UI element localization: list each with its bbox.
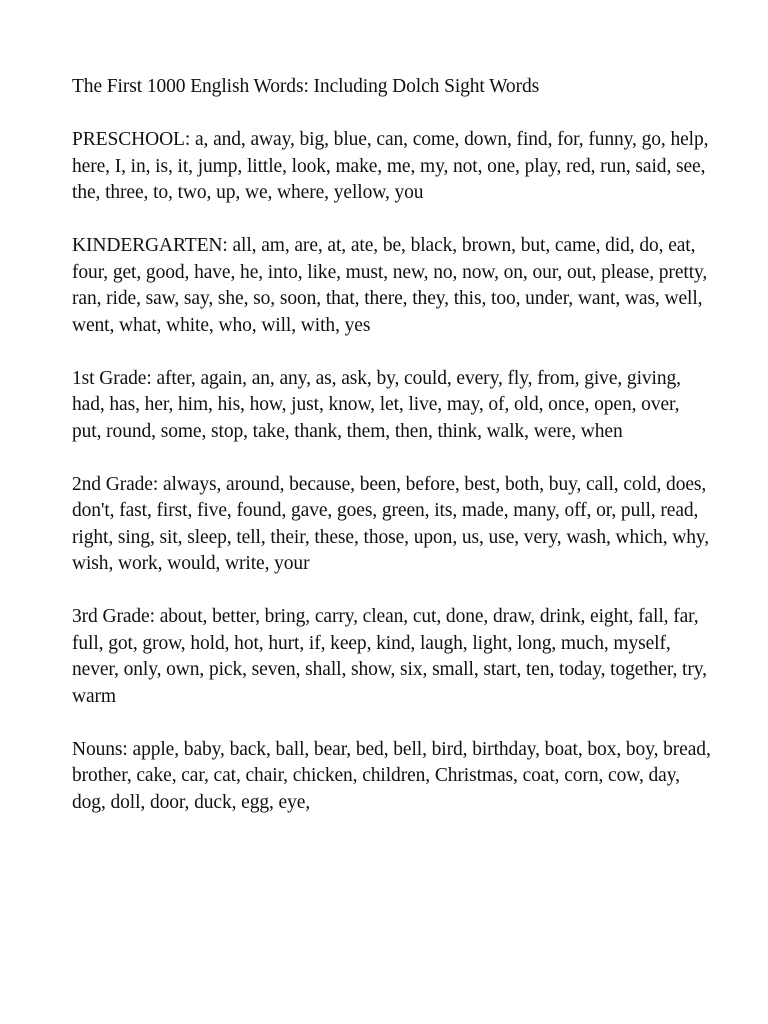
second-grade-word-list: 2nd Grade: always, around, because, been, before, best, both, buy, call, cold, does, don't, fast, first, five, found, gave, goes, green, its, made, many, off, or, pull, read, right, sing, sit, sleep, tell, their, these, those, upon, us, use, very, wash, which, why, wish, work, would, write, your xyxy=(72,473,710,574)
kindergarten-word-list: KINDERGARTEN: all, am, are, at, ate, be, black, brown, but, came, did, do, eat, four, get, good, have, he, into, like, must, new, no, now, on, our, out, please, pretty, ran, ride, saw, say, she, so, soon, that, there, they, this, too, under, want, was, well, went, what, white, who, will, with, yes xyxy=(72,235,708,336)
nouns-word-list: Nouns: apple, baby, back, ball, bear, bed, bell, bird, birthday, boat, box, boy, bread, brother, cake, car, cat, chair, chicken, children, Christmas, coat, corn, cow, day, dog, doll, door, duck, egg, eye, xyxy=(72,738,711,813)
document-title: The First 1000 English Words: Including Dolch Sight Words xyxy=(72,76,540,97)
third-grade-word-list: 3rd Grade: about, better, bring, carry, clean, cut, done, draw, drink, eight, fall, far, full, got, grow, hold, hot, hurt, if, keep, kind, laugh, light, long, much, myself, never, only, own, pick, seven, shall, show, six, small, start, ten, today, together, try, warm xyxy=(72,606,707,707)
first-grade-word-list: 1st Grade: after, again, an, any, as, ask, by, could, every, fly, from, give, giving, had, has, her, him, his, how, just, know, let, live, may, of, old, once, open, over, put, round, some, stop, take, thank, them, then, think, walk, were, when xyxy=(72,367,681,442)
preschool-word-list: PRESCHOOL: a, and, away, big, blue, can, come, down, find, for, funny, go, help, here, I, in, is, it, jump, little, look, make, me, my, not, one, play, red, run, said, see, the, three, to, two, up, we, where, yellow, you xyxy=(72,129,709,203)
document-page xyxy=(72,74,712,816)
